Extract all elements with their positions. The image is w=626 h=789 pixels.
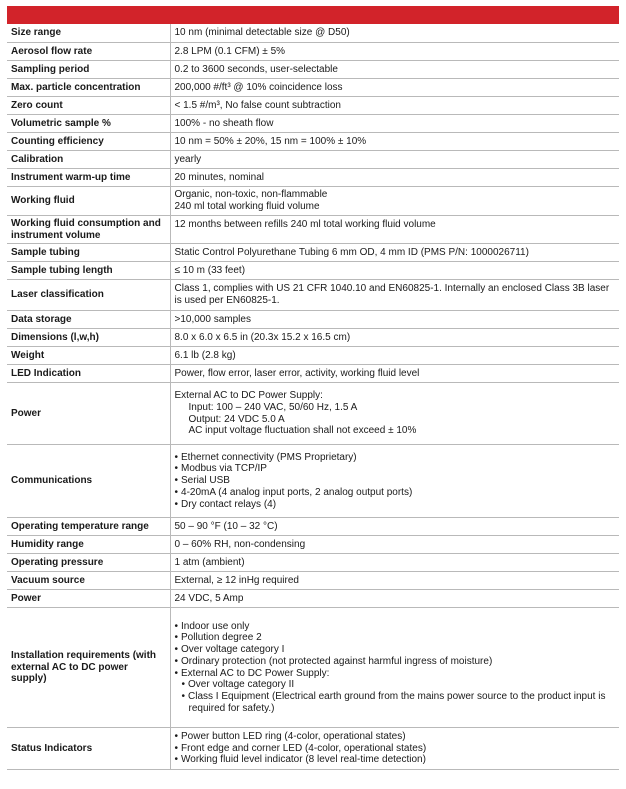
value-line: 24 VDC, 5 Amp [174, 592, 244, 604]
row-value [170, 24, 619, 42]
value-line: External, ≥ 12 inHg required [174, 574, 299, 586]
table-row [7, 42, 619, 60]
value-line: 50 – 90 °F (10 – 32 °C) [174, 520, 278, 532]
value-line: AC input voltage fluctuation shall not exceed ± 10% [188, 425, 417, 437]
row-label: Instrument warm-up time [7, 168, 170, 186]
table-row [7, 114, 619, 132]
table-row [7, 215, 619, 243]
table-row [7, 24, 619, 42]
row-value [170, 261, 619, 279]
row-value [170, 243, 619, 261]
row-label: Humidity range [7, 535, 170, 553]
row-value [170, 168, 619, 186]
row-value [170, 215, 619, 243]
list-item: • Power button LED ring (4-color, operational states) [175, 731, 616, 743]
row-label: Power [7, 589, 170, 607]
header-bar [7, 6, 619, 24]
value-line: 8.0 x 6.0 x 6.5 in (20.3x 15.2 x 16.5 cm) [174, 331, 351, 343]
list-item: • External AC to DC Power Supply: [175, 668, 616, 680]
row-value [170, 114, 619, 132]
row-value [170, 328, 619, 346]
spec-table [7, 24, 619, 770]
list-item: • Front edge and corner LED (4-color, operational states) [175, 743, 616, 755]
row-label: Power [7, 382, 170, 444]
value-line: 0.2 to 3600 seconds, user-selectable [174, 63, 338, 75]
row-value [170, 517, 619, 535]
value-line: External AC to DC Power Supply: [174, 390, 323, 402]
row-value [170, 589, 619, 607]
value-line: 200,000 #/ft³ @ 10% coincidence loss [174, 81, 343, 93]
table-row [7, 346, 619, 364]
row-label: LED Indication [7, 364, 170, 382]
row-label: Sample tubing [7, 243, 170, 261]
row-value [170, 535, 619, 553]
list-item: • Indoor use only [175, 621, 616, 633]
row-label: Operating temperature range [7, 517, 170, 535]
value-line: Output: 24 VDC 5.0 A [188, 413, 285, 425]
table-row [7, 150, 619, 168]
list-item: • Ordinary protection (not protected against harmful ingress of moisture) [175, 656, 616, 668]
table-row [7, 96, 619, 114]
row-value [170, 310, 619, 328]
row-label: Sampling period [7, 60, 170, 78]
table-row [7, 535, 619, 553]
row-value [170, 382, 619, 444]
value-line: Class 1, complies with US 21 CFR 1040.10 and EN60825-1. Internally an enclosed Class 3B laser is used per EN60825-1. [174, 283, 610, 306]
table-row [7, 553, 619, 571]
row-label: Aerosol flow rate [7, 42, 170, 60]
value-line: Organic, non-toxic, non-flammable [174, 189, 328, 201]
table-row [7, 168, 619, 186]
row-label: Zero count [7, 96, 170, 114]
list-item: • 4-20mA (4 analog input ports, 2 analog output ports) [175, 487, 616, 499]
value-line: < 1.5 #/m³, No false count subtraction [174, 99, 341, 111]
list-item: • Ethernet connectivity (PMS Proprietary) [175, 452, 616, 464]
table-row [7, 186, 619, 215]
list-item: • Over voltage category I [175, 644, 616, 656]
row-value [170, 346, 619, 364]
value-line: >10,000 samples [174, 313, 251, 325]
row-label: Size range [7, 24, 170, 42]
list-item: • Class I Equipment (Electrical earth ground from the mains power source to the product input is required for safety.) [175, 691, 616, 714]
table-row [7, 60, 619, 78]
row-value [170, 150, 619, 168]
row-label: Status Indicators [7, 727, 170, 769]
table-row [7, 571, 619, 589]
value-line: 240 ml total working fluid volume [174, 201, 320, 212]
row-value [170, 96, 619, 114]
row-value [170, 132, 619, 150]
value-line: yearly [174, 153, 202, 165]
list-item: • Serial USB [175, 475, 616, 487]
table-row [7, 727, 619, 769]
list-item: • Modbus via TCP/IP [175, 463, 616, 475]
row-value [170, 727, 619, 769]
row-label: Volumetric sample % [7, 114, 170, 132]
row-label: Communications [7, 444, 170, 517]
value-line: 1 atm (ambient) [174, 556, 245, 568]
row-value [170, 553, 619, 571]
row-label: Working fluid consumption and instrument volume [7, 215, 170, 243]
value-line: 10 nm = 50% ± 20%, 15 nm = 100% ± 10% [174, 135, 367, 147]
list-item: • Dry contact relays (4) [175, 499, 616, 511]
table-row [7, 444, 619, 517]
value-line: 2.8 LPM (0.1 CFM) ± 5% [174, 45, 286, 57]
spec-sheet [7, 6, 619, 770]
table-row [7, 279, 619, 310]
row-label: Installation requirements (with external AC to DC power supply) [7, 607, 170, 727]
list-item: • Pollution degree 2 [175, 632, 616, 644]
row-value [170, 60, 619, 78]
table-row [7, 261, 619, 279]
row-label: Data storage [7, 310, 170, 328]
row-label: Counting efficiency [7, 132, 170, 150]
value-line: Static Control Polyurethane Tubing 6 mm OD, 4 mm ID (PMS P/N: 1000026711) [174, 246, 529, 258]
table-row [7, 517, 619, 535]
value-line: 6.1 lb (2.8 kg) [174, 349, 236, 361]
table-row [7, 364, 619, 382]
row-label: Sample tubing length [7, 261, 170, 279]
value-line: 12 months between refills 240 ml total working fluid volume [174, 218, 436, 230]
table-row [7, 132, 619, 150]
value-line: 10 nm (minimal detectable size @ D50) [174, 27, 350, 39]
list-item: • Over voltage category II [175, 679, 616, 691]
row-value [170, 571, 619, 589]
value-line: 0 – 60% RH, non-condensing [174, 538, 306, 550]
row-value [170, 364, 619, 382]
value-line: ≤ 10 m (33 feet) [174, 264, 246, 276]
table-row [7, 243, 619, 261]
row-value [170, 607, 619, 727]
table-row [7, 310, 619, 328]
value-line: Power, flow error, laser error, activity, working fluid level [174, 367, 420, 379]
table-row [7, 78, 619, 96]
table-row [7, 607, 619, 727]
row-label: Working fluid [7, 186, 170, 215]
row-value [170, 42, 619, 60]
value-line: 20 minutes, nominal [174, 171, 264, 183]
row-value [170, 78, 619, 96]
row-label: Dimensions (l,w,h) [7, 328, 170, 346]
row-label: Vacuum source [7, 571, 170, 589]
value-line: 100% - no sheath flow [174, 117, 274, 129]
table-row [7, 589, 619, 607]
value-line: Input: 100 – 240 VAC, 50/60 Hz, 1.5 A [188, 401, 358, 413]
row-label: Calibration [7, 150, 170, 168]
table-row [7, 328, 619, 346]
row-label: Laser classification [7, 279, 170, 310]
row-value [170, 186, 619, 215]
table-row [7, 382, 619, 444]
row-label: Weight [7, 346, 170, 364]
row-value [170, 279, 619, 310]
row-value [170, 444, 619, 517]
list-item: • Working fluid level indicator (8 level real-time detection) [175, 754, 616, 766]
row-label: Operating pressure [7, 553, 170, 571]
row-label: Max. particle concentration [7, 78, 170, 96]
